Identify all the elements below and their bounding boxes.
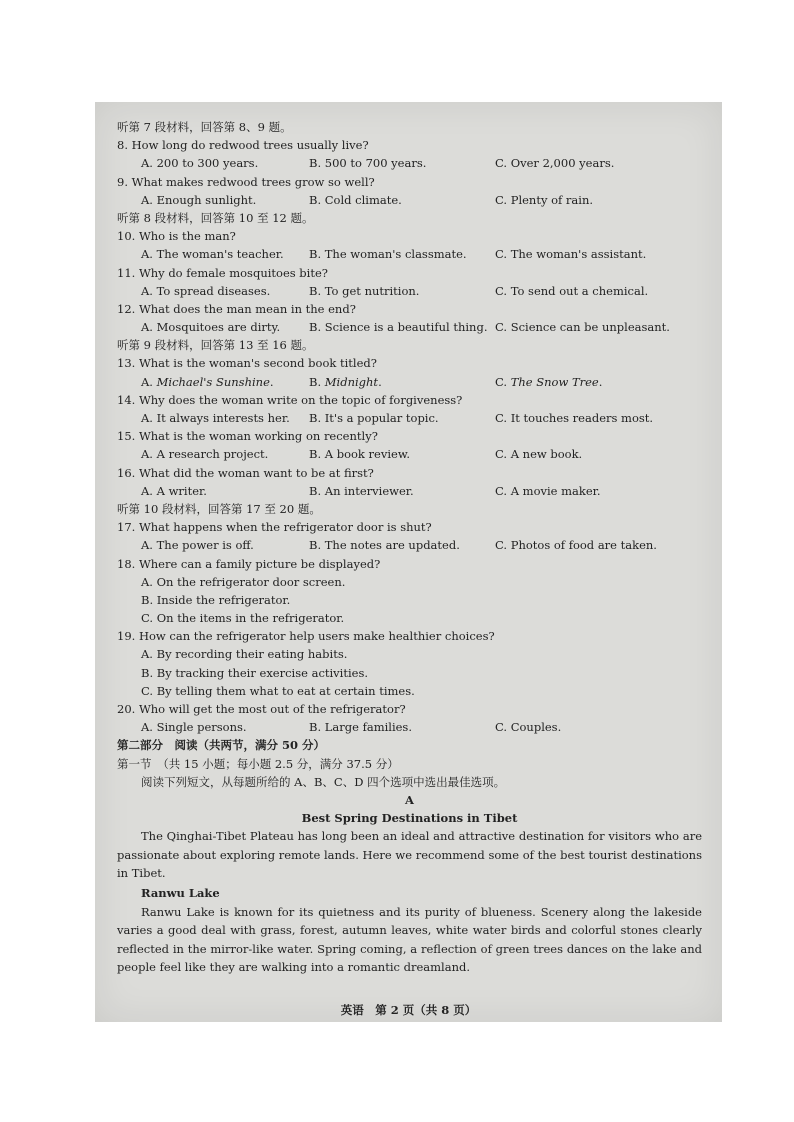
option-c: C. A movie maker. [495,483,601,498]
option-row [117,445,702,463]
option-b: B. A book review. [309,447,410,462]
option-b: B. Midnight. [309,374,382,389]
intro-paragraph: The Qinghai-Tibet Plateau has long been an ideal and attractive destination for visitors who are passionate about exploring remote lands. Here we recommend some of the best tourist destinations in Tibet. [117,829,702,881]
option-b: B. Science is a beautiful thing. [309,320,488,335]
option-a: A. It always interests her. [141,411,290,425]
option-row [117,718,702,736]
option-b: B. The woman's classmate. [309,247,467,262]
option-a: A. 200 to 300 years. [141,156,259,171]
subheading-ranwu-lake: Ranwu Lake [141,885,220,900]
option-a: A. Single persons. [141,720,247,735]
page-content [117,118,702,977]
option-c: C. To send out a chemical. [495,283,649,298]
option-c: C. Couples. [495,720,562,735]
question-text: 13. What is the woman's second book titled? [117,356,377,371]
option-row [117,536,702,554]
option-c: C. Science can be unpleasant. [495,320,670,335]
page-footer: 英语 第 2 页（共 8 页） [340,1003,477,1017]
ranwu-paragraph: Ranwu Lake is known for its quietness and its purity of blueness. Scenery along the lakeside varies a good deal with grass, forest, autumn leaves, white water birds and colorful stones clearly reflected in the mirror-like water. Spring coming, a reflection of green trees dances on the lake and people feel like they are walking into a romantic dreamland. [117,904,702,975]
question-text: 8. How long do redwood trees usually live? [117,138,369,153]
option-row [117,282,702,300]
question-text: 19. How can the refrigerator help users make healthier choices? [117,629,495,644]
option-line: C. On the items in the refrigerator. [141,611,345,626]
option-a: A. Michael's Sunshine. [141,374,274,389]
option-b: B. To get nutrition. [309,283,420,298]
instructions: 阅读下列短文，从每题所给的 A、B、C、D 四个选项中选出最佳选项。 [141,774,506,789]
option-b: B. 500 to 700 years. [309,156,427,171]
option-c: C. The woman's assistant. [495,247,647,262]
listening-heading: 听第 10 段材料，回答第 17 至 20 题。 [117,501,321,516]
option-row [117,191,702,209]
subsection-heading: 第一节 （共 15 小题；每小题 2.5 分，满分 37.5 分） [117,756,399,771]
option-a: A. A research project. [141,447,269,462]
listening-heading: 听第 9 段材料，回答第 13 至 16 题。 [117,338,314,353]
option-row [117,318,702,336]
option-c: C. Plenty of rain. [495,192,594,207]
section-heading: 第二部分 阅读（共两节，满分 50 分） [117,738,326,753]
question-text: 17. What happens when the refrigerator door is shut? [117,520,432,535]
option-a: A. To spread diseases. [141,283,271,298]
option-b: B. Cold climate. [309,192,402,207]
option-b: B. It's a popular topic. [309,411,439,425]
question-text: 18. Where can a family picture be displayed? [117,556,381,571]
option-a: A. The power is off. [141,538,254,553]
question-text: 20. Who will get the most out of the refrigerator? [117,702,406,716]
question-text: 15. What is the woman working on recently? [117,429,378,444]
option-a: A. A writer. [141,483,207,498]
option-c: C. It touches readers most. [495,411,654,425]
option-a: A. Mosquitoes are dirty. [141,320,281,335]
question-text: 16. What did the woman want to be at first? [117,465,374,480]
option-c: C. A new book. [495,447,583,462]
option-b: B. Large families. [309,720,412,735]
option-line: B. Inside the refrigerator. [141,592,291,607]
option-row [117,409,702,427]
option-b: B. An interviewer. [309,483,414,498]
exam-page [95,102,722,1022]
question-text: 11. Why do female mosquitoes bite? [117,265,328,280]
option-a: A. The woman's teacher. [141,247,284,262]
option-row [117,373,702,391]
option-line: A. By recording their eating habits. [141,647,348,662]
option-line: A. On the refrigerator door screen. [141,574,346,589]
question-text: 9. What makes redwood trees grow so well? [117,174,375,189]
option-c: C. Over 2,000 years. [495,156,615,171]
option-c: C. The Snow Tree. [495,374,603,389]
option-line: C. By telling them what to eat at certain times. [141,683,415,698]
option-row [117,482,702,500]
passage-title: Best Spring Destinations in Tibet [301,811,518,826]
option-a: A. Enough sunlight. [141,192,257,207]
listening-heading: 听第 8 段材料，回答第 10 至 12 题。 [117,210,314,225]
question-text: 10. Who is the man? [117,229,236,244]
option-row [117,154,702,172]
question-text: 12. What does the man mean in the end? [117,301,356,316]
option-row [117,245,702,263]
listening-heading: 听第 7 段材料，回答第 8、9 题。 [117,120,292,134]
option-b: B. The notes are updated. [309,538,460,553]
option-line: B. By tracking their exercise activities. [141,665,369,680]
option-c: C. Photos of food are taken. [495,538,657,553]
passage-letter: A [405,792,414,807]
question-text: 14. Why does the woman write on the topic of forgiveness? [117,392,463,407]
